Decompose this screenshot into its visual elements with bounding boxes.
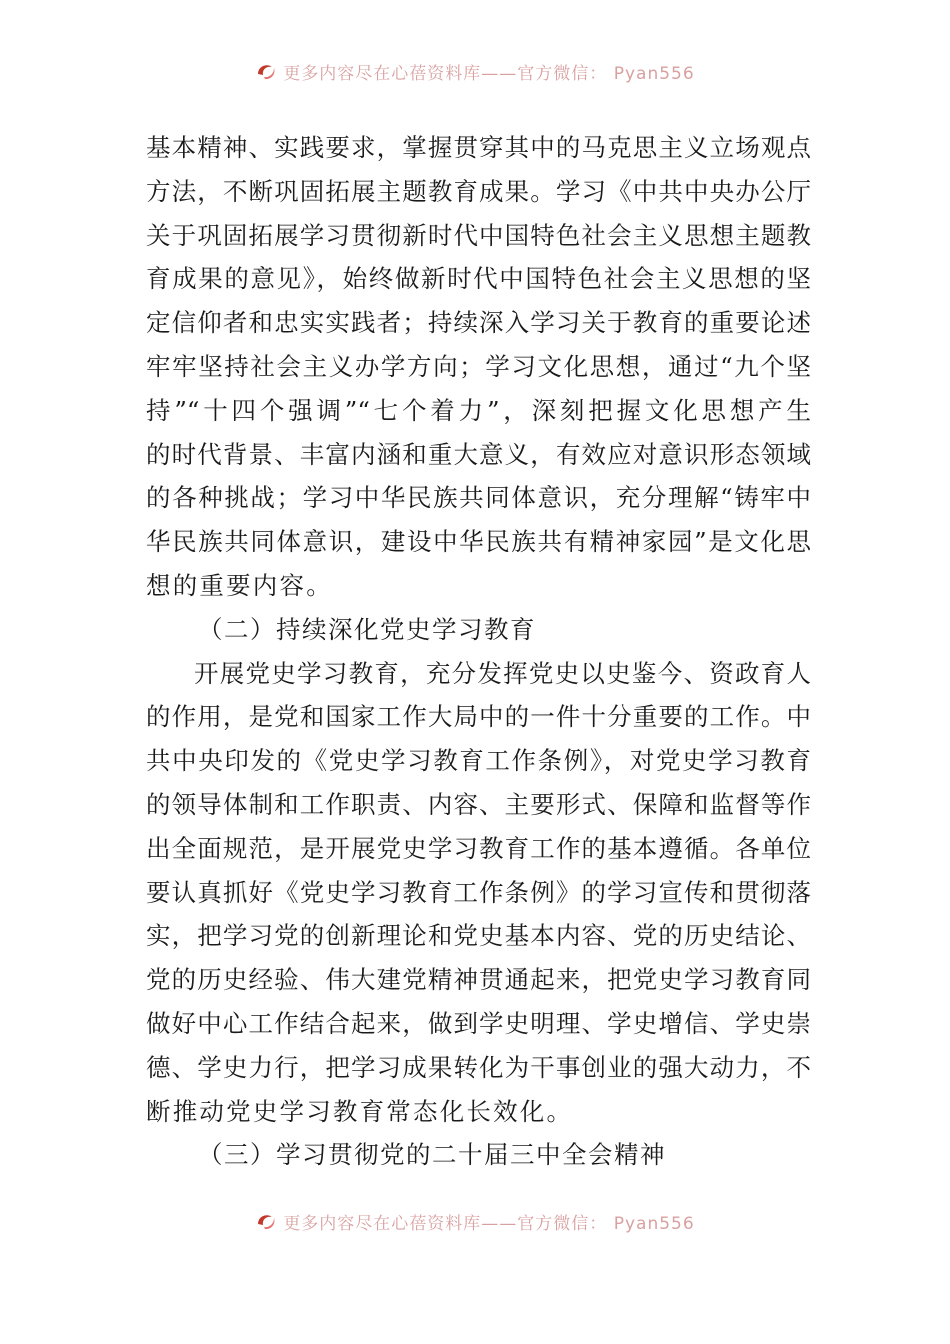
text-line: 共中央印发的《党史学习教育工作条例》，对党史学习教育: [146, 746, 811, 776]
text-line: 基本精神、实践要求，掌握贯穿其中的马克思主义立场观点: [146, 133, 811, 162]
paragraph: [146, 126, 811, 608]
text-line: 牢牢坚持社会主义办学方向；学习文化思想，通过“九个坚: [146, 351, 811, 381]
text-line: 的作用，是党和国家工作大局中的一件十分重要的工作。中: [146, 702, 811, 732]
document-body: [146, 126, 811, 1177]
text-line: 华民族共同体意识，建设中华民族共有精神家园”是文化思: [146, 527, 811, 557]
watermark-logo-icon: [255, 1210, 277, 1232]
text-line: 做好中心工作结合起来，做到学史明理、学史增信、学史崇: [146, 1008, 811, 1038]
watermark-text: 更多内容尽在心蓓资料库——官方微信： Pyan556: [283, 1213, 695, 1234]
text-line: 德、学史力行，把学习成果转化为干事创业的强大动力，不: [146, 1052, 811, 1082]
watermark-footer: [0, 1206, 950, 1236]
text-line: 育成果的意见》，始终做新时代中国特色社会主义思想的坚: [146, 264, 811, 294]
text-line: 要认真抓好《党史学习教育工作条例》的学习宣传和贯彻落: [146, 877, 811, 907]
text-line: 断推动党史学习教育常态化长效化。: [146, 1096, 574, 1126]
text-line: 出全面规范，是开展党史学习教育工作的基本遵循。各单位: [146, 833, 811, 863]
watermark-text: 更多内容尽在心蓓资料库——官方微信： Pyan556: [283, 63, 695, 84]
text-line: 的领导体制和工作职责、内容、主要形式、保障和监督等作: [146, 789, 811, 819]
section-heading: （二）持续深化党史学习教育: [198, 614, 536, 644]
text-line: 想的重要内容。: [146, 570, 333, 600]
text-line: 持”“十四个强调”“七个着力”，深刻把握文化思想产生: [146, 395, 811, 425]
text-line: 开展党史学习教育，充分发挥党史以史鉴今、资政育人: [194, 658, 811, 688]
section-heading: （三）学习贯彻党的二十届三中全会精神: [198, 1140, 666, 1170]
text-line: 党的历史经验、伟大建党精神贯通起来，把党史学习教育同: [146, 965, 811, 995]
text-line: 的时代背景、丰富内涵和重大意义，有效应对意识形态领域: [146, 439, 811, 469]
watermark-logo-icon: [255, 60, 277, 82]
text-line: 实，把学习党的创新理论和党史基本内容、党的历史结论、: [146, 921, 811, 951]
text-line: 的各种挑战；学习中华民族共同体意识，充分理解“铸牢中: [146, 483, 811, 513]
paragraph: [146, 652, 811, 1134]
text-line: 定信仰者和忠实实践者；持续深入学习关于教育的重要论述: [146, 308, 811, 338]
text-line: 方法，不断巩固拓展主题教育成果。学习《中共中央办公厅: [146, 176, 811, 206]
watermark-header: [0, 56, 950, 86]
text-line: 关于巩固拓展学习贯彻新时代中国特色社会主义思想主题教: [146, 220, 811, 250]
